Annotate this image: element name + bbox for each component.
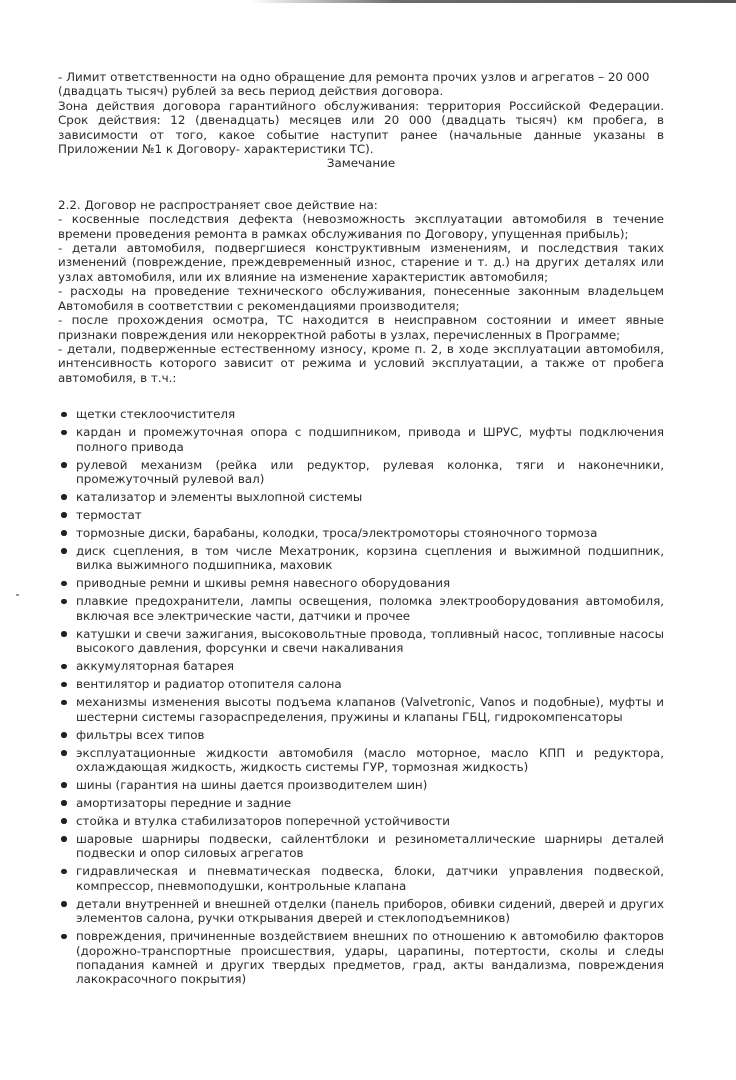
wear-parts-list [58, 407, 664, 987]
list-item-text: щетки стеклоочистителя [76, 407, 236, 422]
list-item-text: амортизаторы передние и задние [76, 795, 292, 810]
list-item-text: приводные ремни и шкивы ремня навесного оборудования [76, 576, 451, 591]
list-item [58, 695, 664, 724]
list-item [58, 746, 664, 775]
exclusion-item: - детали автомобиля, подвергшиеся конструктивным изменениям, и последствия таких изменений (повреждение, преждевременный износ, старение и т. д.) на других деталях или узлах автомобиля, или их влияние на изменение характеристик автомобиля; [58, 241, 664, 284]
list-item [58, 677, 664, 691]
list-item-text: тормозные диски, барабаны, колодки, троса/электромоторы стояночного тормоза [76, 525, 598, 540]
scan-speck [16, 594, 19, 596]
list-item [58, 814, 664, 828]
list-item-text: вентилятор и радиатор отопителя салона [76, 677, 342, 692]
list-item [58, 929, 664, 987]
list-item [58, 796, 664, 810]
section-body [58, 198, 664, 385]
list-item-text: фильтры всех типов [76, 727, 205, 742]
bullet-icon [61, 934, 67, 940]
bullet-icon [61, 512, 67, 518]
list-item-text: стойка и втулка стабилизаторов поперечной устойчивости [76, 813, 450, 828]
bullet-icon [61, 412, 67, 418]
bullet-icon [61, 750, 67, 756]
list-item [58, 594, 664, 623]
bullet-icon [61, 800, 67, 806]
list-item [58, 728, 664, 742]
list-item [58, 425, 664, 454]
list-item [58, 407, 664, 421]
bullet-icon [61, 664, 67, 670]
list-item [58, 544, 664, 573]
bullet-icon [61, 462, 67, 468]
contract-zone-paragraph: Зона действия договора гарантийного обслуживания: территория Российской Федерации. Срок действия: 12 (двенадцать) месяцев или 20 000 (двадцать тысяч) км пробега, в зависимости от того, какое событие наступит ранее (начальные данные указаны в Приложении №1 к Договору- характеристики ТС). [58, 98, 664, 157]
list-item [58, 659, 664, 673]
list-item-text: повреждения, причиненные воздействием внешних по отношению к автомобилю факторов (дорожно-транспортные происшествия, удары, царапины, потертости, сколы и следы попадания камней и других твердых предметов, град, акты вандализма, повреждения лакокрасочного покрытия) [76, 929, 664, 987]
list-item-text: катализатор и элементы выхлопной системы [76, 489, 363, 504]
list-item-text: эксплуатационные жидкости автомобиля (масло моторное, масло КПП и редуктора, охлаждающая жидкость, жидкость системы ГУР, тормозная жидкость) [76, 745, 664, 774]
list-item [58, 508, 664, 522]
bullet-icon [61, 901, 67, 907]
bullet-icon [61, 782, 67, 788]
list-item-text: гидравлическая и пневматическая подвеска, блоки, датчики управления подвеской, компрессор, пневмоподушки, контрольные клапана [76, 864, 664, 893]
bullet-icon [61, 682, 67, 688]
list-item-text: термостат [76, 507, 142, 522]
bullet-icon [61, 530, 67, 536]
bullet-icon [61, 732, 67, 738]
exclusion-item: - детали, подверженные естественному износу, кроме п. 2, в ходе эксплуатации автомобиля, интенсивность которого зависит от режима и условий эксплуатации, а также от пробега автомобиля, в т.ч.: [58, 341, 664, 385]
list-item-text: кардан и промежуточная опора с подшипником, привода и ШРУС, муфты подключения полного привода [76, 425, 664, 454]
section-title: Замечание [326, 156, 396, 171]
bullet-icon [61, 700, 67, 706]
list-item-text: механизмы изменения высоты подъема клапанов (Valvetronic, Vanos и подобные), муфты и шестерни системы газораспределения, пружины и клапаны ГБЦ, гидрокомпенсаторы [76, 695, 664, 724]
bullet-icon [61, 599, 67, 605]
bullet-icon [61, 818, 67, 824]
bullet-icon [61, 631, 67, 637]
bullet-icon [61, 581, 67, 587]
bullet-icon [61, 548, 67, 554]
bullet-icon [61, 430, 67, 436]
list-item-text: аккумуляторная батарея [76, 659, 235, 674]
list-item [58, 778, 664, 792]
list-item [58, 627, 664, 656]
list-item-text: катушки и свечи зажигания, высоковольтные провода, топливный насос, топливные насосы высокого давления, форсунки и свечи накаливания [76, 626, 664, 656]
bullet-icon [61, 869, 67, 875]
bullet-icon [61, 836, 67, 842]
exclusion-item: - расходы на проведение технического обслуживания, понесенные законным владельцем Автомобиля в соответствии с рекомендациями производителя; [58, 284, 664, 313]
list-item [58, 458, 664, 487]
list-item-text: детали внутренней и внешней отделки (панель приборов, обивки сидений, дверей и других элементов салона, ручки открывания дверей и стеклоподъемников) [76, 896, 664, 926]
list-item-text: рулевой механизм (рейка или редуктор, рулевая колонка, тяги и наконечники, промежуточный рулевой вал) [76, 457, 664, 486]
list-item [58, 864, 664, 893]
list-item-text: шины (гарантия на шины дается производителем шин) [76, 777, 428, 792]
scan-top-edge [250, 0, 736, 3]
liability-limit-paragraph: - Лимит ответственности на одно обращение для ремонта прочих узлов и агрегатов – 20 000 (двадцать тысяч) рублей за весь период действия договора. [58, 70, 650, 99]
list-item-text: шаровые шарниры подвески, сайлентблоки и резинометаллические шарниры деталей подвески и опор силовых агрегатов [76, 831, 664, 861]
bullet-icon [61, 494, 67, 500]
list-item [58, 897, 664, 926]
list-item [58, 490, 664, 504]
list-item [58, 526, 664, 540]
exclusion-item: - после прохождения осмотра, ТС находится в неисправном состоянии и имеет явные признаки повреждения или некорректной работы в узлах, перечисленных в Программе; [58, 313, 664, 342]
list-item [58, 576, 664, 590]
exclusion-item: - косвенные последствия дефекта (невозможность эксплуатации автомобиля в течение времени проведения ремонта в рамках обслуживания по Договору, упущенная прибыль); [58, 212, 664, 241]
list-item-text: плавкие предохранители, лампы освещения, поломка электрооборудования автомобиля, включая все электрические части, датчики и прочее [76, 594, 664, 623]
section-intro: 2.2. Договор не распространяет свое действие на: [58, 197, 378, 212]
document-page [58, 70, 664, 990]
list-item [58, 832, 664, 861]
list-item-text: диск сцепления, в том числе Мехатроник, корзина сцепления и выжимной подшипник, вилка выжимного подшипника, маховик [76, 543, 664, 573]
